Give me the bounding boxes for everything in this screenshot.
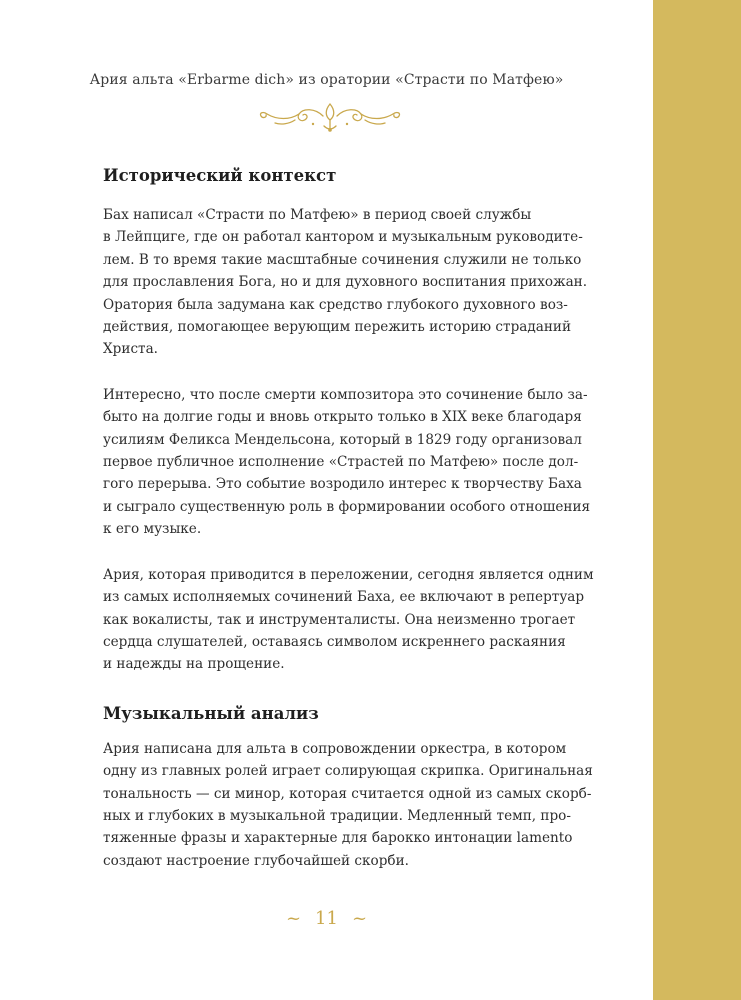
- scroll-ornament-icon: [255, 100, 405, 136]
- paragraph: Интересно, что после смерти композитора это сочинение было за- быто на долгие годы и вновь открыто только в XIX веке благодаря усилиям Феликса Мендельсона, который в 1829 году организовал первое публичное исполнение «Страстей по Матфею» после дол- гого перерыва. Это событие возродило интерес к творчеству Баха и сыграло существенную роль в формировании особого отношения к его музыке.: [103, 386, 591, 538]
- section-heading-historical-context: Исторический контекст: [103, 166, 337, 185]
- running-header: Ария альта «Erbarme dich» из оратории «Страсти по Матфею»: [89, 72, 564, 88]
- tilde-right: ~: [351, 908, 368, 929]
- page-number-value: 11: [315, 908, 338, 929]
- paragraph: Ария написана для альта в сопровождении оркестра, в котором одну из главных ролей играет солирующая скрипка. Оригинальная тональность — си минор, которая считается одной из самых скорб- ных и глубоких в музыкальной традиции. Медленный темп, про- тяженные фразы и характерные для барокко интонации lamento создают настроение глубочайшей скорби.: [103, 740, 593, 869]
- paragraph: Ария, которая приводится в переложении, сегодня является одним из самых исполняемых сочинений Баха, ее включают в репертуар как вокалисты, так и инструменталисты. Она неизменно трогает сердца слушателей, оставаясь символом искреннего раскаяния и надежды на прощение.: [103, 566, 594, 673]
- paragraph: Бах написал «Страсти по Матфею» в период своей службы в Лейпциге, где он работал кантором и музыкальным руководите- лем. В то время такие масштабные сочинения служили не только для прославления Бога, но и для духовного воспитания прихожан. Оратория была задумана как средство глубокого духовного воз- действия, помогающее верующим пережить историю страданий Христа.: [103, 207, 588, 358]
- tilde-left: ~: [285, 908, 302, 929]
- gold-side-bar: [653, 0, 741, 1000]
- section-heading-musical-analysis: Музыкальный анализ: [103, 703, 319, 723]
- page-content: [103, 166, 603, 895]
- page-number: [0, 908, 653, 929]
